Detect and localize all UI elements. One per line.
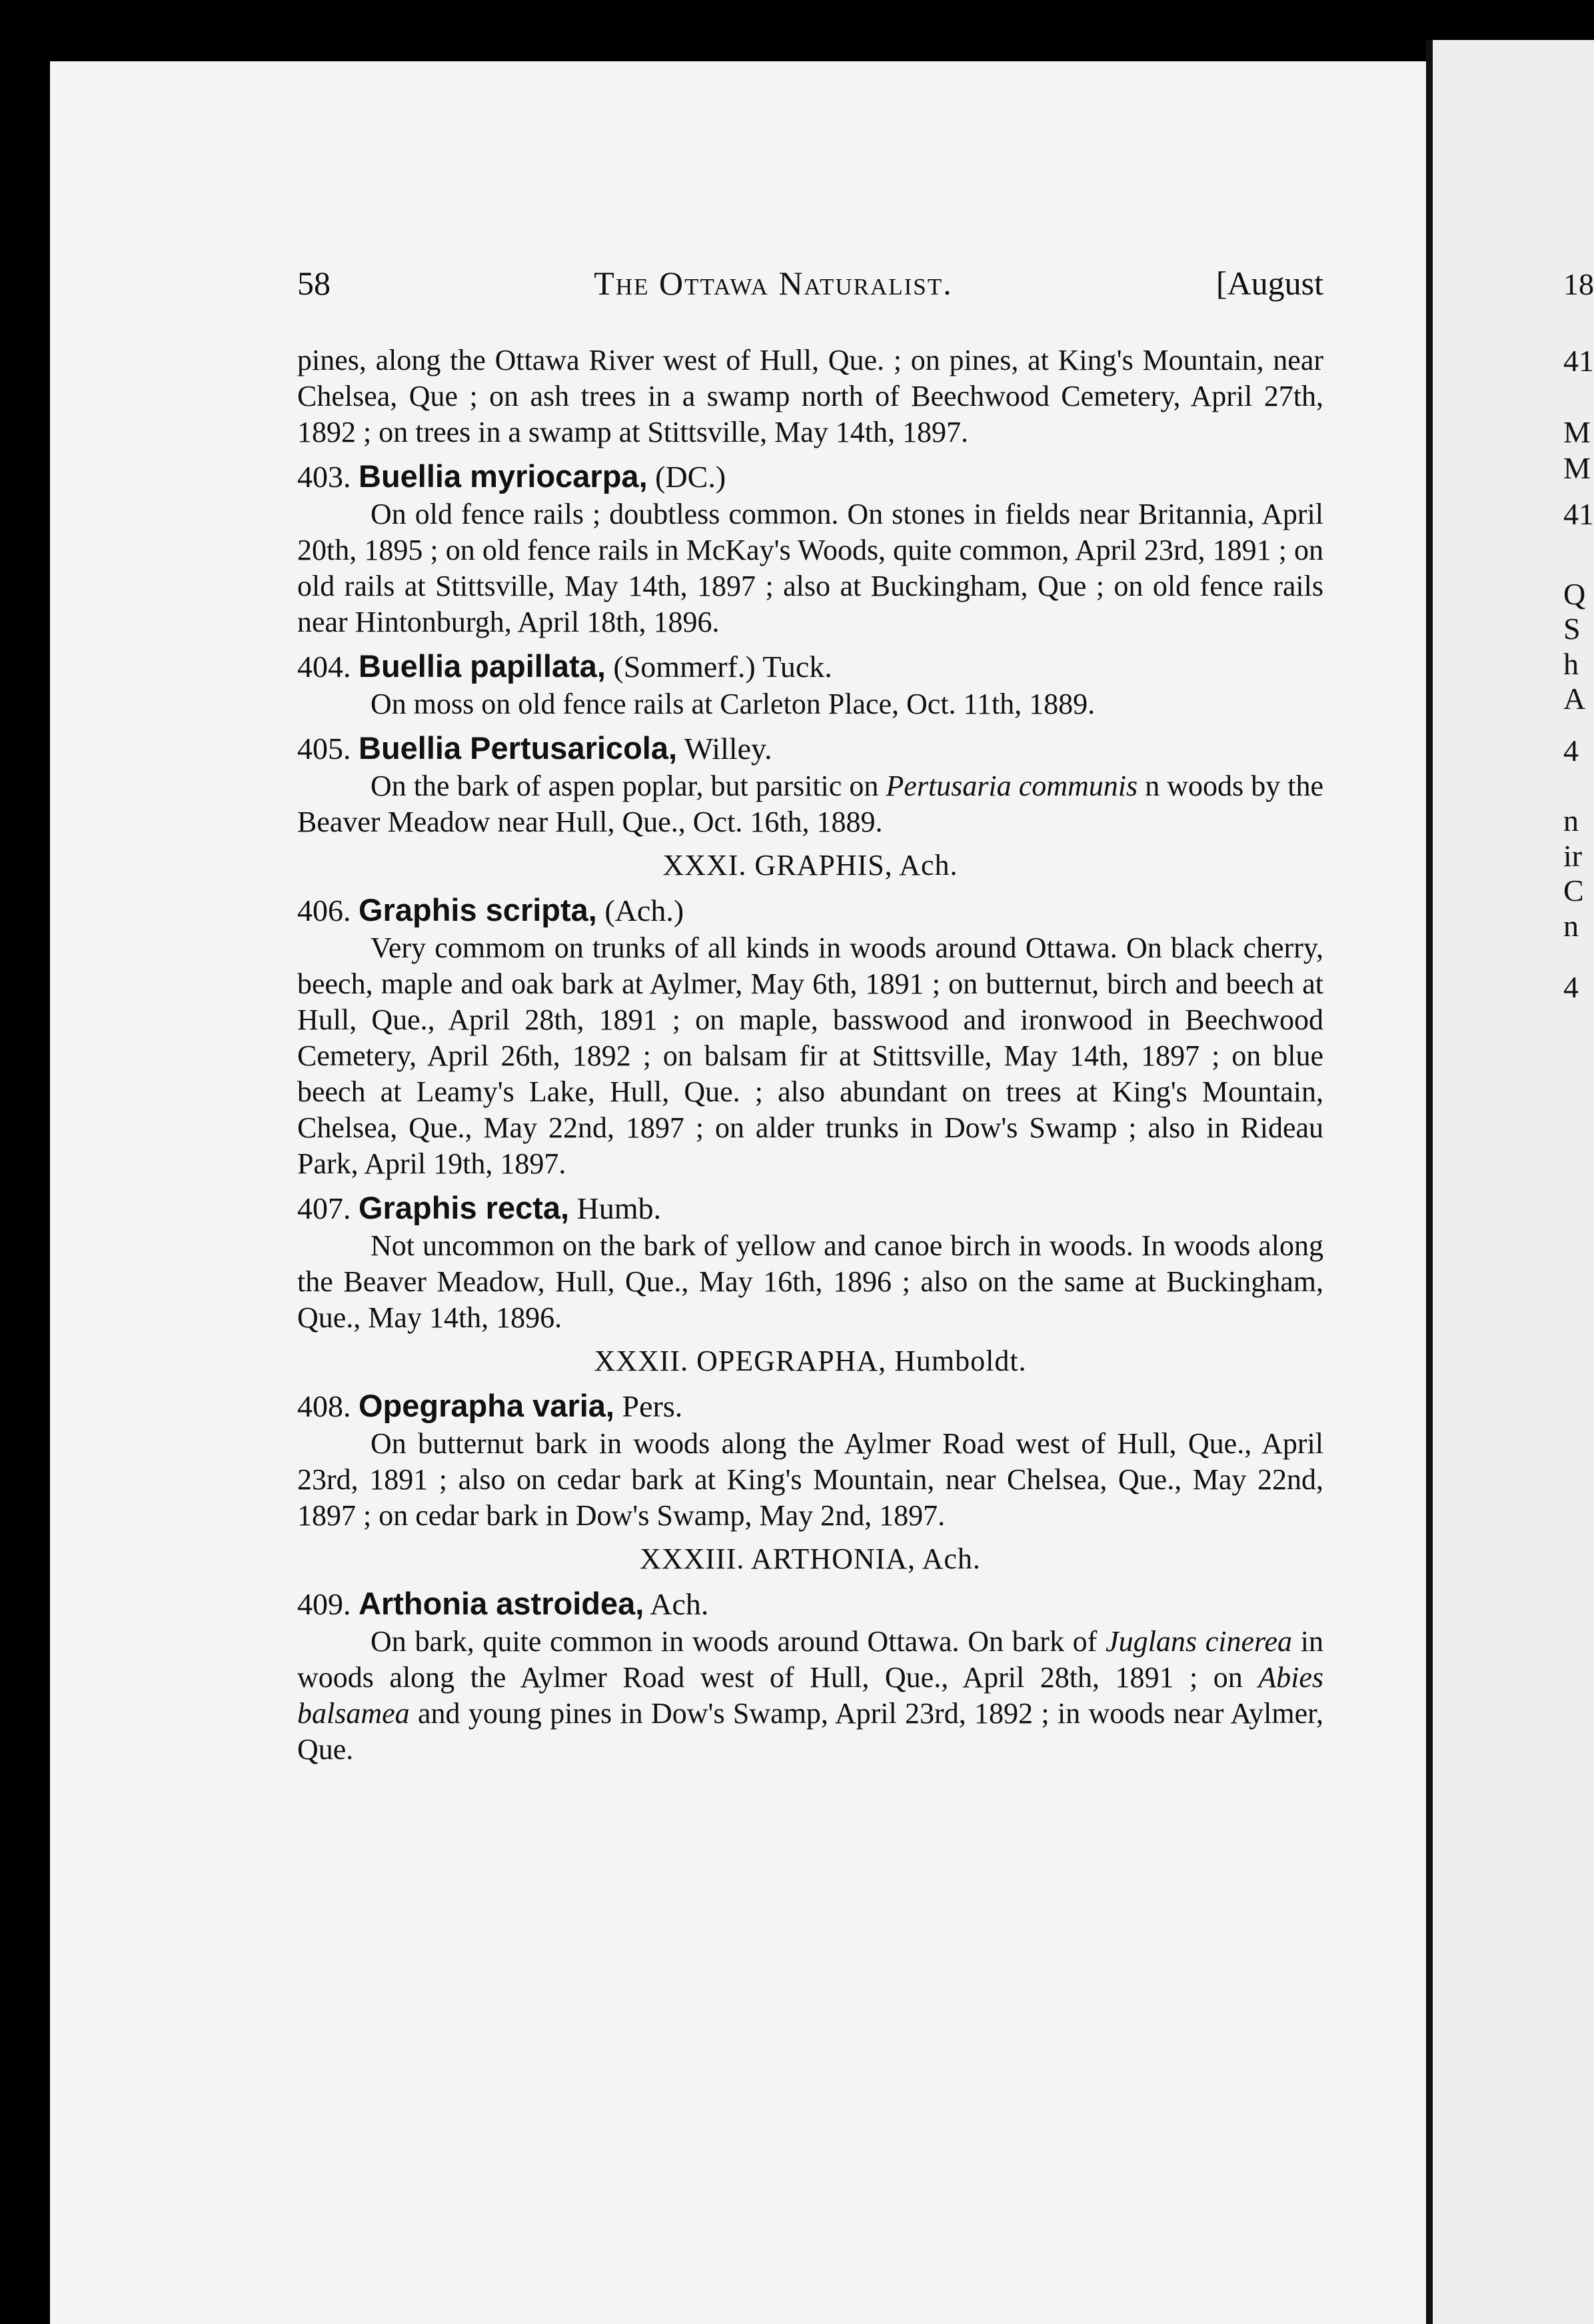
entry-number: 403. [297,460,351,494]
facing-page-margin-text: ir [1563,839,1583,873]
facing-page-margin-text: 4 [1563,970,1579,1004]
entry-number: 405. [297,732,351,766]
species-entry-text [297,1624,1323,1768]
species-author: Ach. [650,1587,709,1621]
species-author: (Sommerf.) Tuck. [613,650,832,684]
italic-taxon: Abies balsamea [297,1661,1323,1730]
genus-heading: XXXIII. ARTHONIA, Ach. [640,1542,981,1575]
species-entry-text: On butternut bark in woods along the Aylmer Road west of Hull, Que., April 23rd, 1891 ; also on cedar bark at King's Mountain, near Chelsea, Que., May 22nd, 1897 ; on cedar bark in Dow's Swamp, May 2nd, 1897. [297,1427,1323,1532]
species-name: Graphis recta, [359,1190,570,1225]
entry-number: 409. [297,1587,351,1621]
species-author: Pers. [622,1389,683,1423]
facing-page-margin-text: S [1563,612,1581,646]
entry-number: 408. [297,1389,351,1423]
species-name: Buellia papillata, [359,648,606,684]
facing-page-margin-text: M [1563,415,1591,449]
facing-page-margin-text: A [1563,682,1586,716]
species-entry-text [297,768,1323,840]
entry-number: 406. [297,893,351,927]
species-name: Graphis scripta, [359,892,597,927]
species-entry-heading [297,729,1323,768]
entry-number: 404. [297,650,351,684]
continued-paragraph: pines, along the Ottawa River west of Hull, Que. ; on pines, at King's Mountain, near Chelsea, Que ; on ash trees in a swamp north of Beechwood Cemetery, April 27th, 1892 ; on trees in a swamp at Stittsville, May 14th, 1897. [297,344,1323,448]
species-author: Humb. [576,1191,662,1225]
facing-page-margin-text: 4 [1563,734,1579,768]
facing-page-margin-text: M [1563,451,1591,485]
text-run: n woods by the Beaver Meadow near Hull, Que., Oct. 16th, 1889. [297,770,1324,838]
running-header [297,264,1323,310]
facing-page-margin-text: 41 [1563,497,1594,531]
page-number: 58 [297,265,331,302]
facing-page-margin-text: n [1563,804,1579,838]
species-entry-heading [297,1387,1323,1426]
genus-heading: XXXI. GRAPHIS, Ach. [662,849,958,881]
facing-page-folio: 18 [1563,267,1594,301]
species-entry-heading [297,1584,1323,1624]
facing-page-margin-text: n [1563,909,1579,943]
species-name: Opegrapha varia, [359,1388,614,1423]
species-entry-heading [297,1189,1323,1228]
species-entry-heading [297,891,1323,930]
entry-number: 407. [297,1191,351,1225]
text-run: in woods along the Aylmer Road west of Hull, Que., April 28th, 1891 ; on [297,1625,1324,1694]
species-name: Buellia Pertusaricola, [359,730,678,766]
journal-title: The Ottawa Naturalist. [594,265,953,302]
facing-page-margin-text: h [1563,647,1579,681]
facing-page-margin-text: C [1563,873,1584,907]
text-run: and young pines in Dow's Swamp, April 23rd, 1892 ; in woods near Aylmer, Que. [297,1697,1323,1766]
text-run: On the bark of aspen poplar, but parsitic on [371,770,886,802]
species-author: (Ach.) [604,893,684,927]
species-author: (DC.) [655,460,726,494]
facing-page [1433,40,1594,2324]
genus-heading: XXXII. OPEGRAPHA, Humboldt. [594,1345,1027,1377]
facing-page-margin-text: 41 [1563,344,1594,378]
species-entry-text: On moss on old fence rails at Carleton Place, Oct. 11th, 1889. [371,688,1096,720]
facing-page-margin-text: Q [1563,577,1586,611]
species-entry-text: On old fence rails ; doubtless common. On stones in fields near Britannia, April 20th, 1895 ; on old fence rails in McKay's Woods, quite common, April 23rd, 1891 ; on old rails at Stittsville, May 14th, 1897 ; also at Buckingham, Que ; on old fence rails near Hintonburgh, April 18th, 1896. [297,498,1323,638]
page-content [297,264,1323,1768]
text-run: On bark, quite common in woods around Ottawa. On bark of [371,1625,1106,1658]
italic-taxon: Pertusaria communis [886,770,1138,802]
italic-taxon: Juglans cinerea [1106,1625,1293,1658]
species-name: Arthonia astroidea, [359,1586,644,1621]
species-author: Willey. [684,732,772,766]
species-entry-text: Very commom on trunks of all kinds in woods around Ottawa. On black cherry, beech, maple and oak bark at Aylmer, May 6th, 1891 ; on butternut, birch and beech at Hull, Que., April 28th, 1891 ; on maple, basswood and ironwood in Beechwood Cemetery, April 26th, 1892 ; on balsam fir at Stittsville, May 14th, 1897 ; on blue beech at Leamy's Lake, Hull, Que. ; also abundant on trees at King's Mountain, Chelsea, Que., May 22nd, 1897 ; on alder trunks in Dow's Swamp ; also in Rideau Park, April 19th, 1897. [297,931,1323,1180]
species-entry-text: Not uncommon on the bark of yellow and canoe birch in woods. In woods along the Beaver Meadow, Hull, Que., May 16th, 1896 ; also on the same at Buckingham, Que., May 14th, 1896. [297,1229,1323,1334]
species-name: Buellia myriocarpa, [359,458,648,494]
issue-month: [August [1215,265,1323,302]
species-entry-heading [297,647,1323,686]
species-entry-heading [297,457,1323,496]
